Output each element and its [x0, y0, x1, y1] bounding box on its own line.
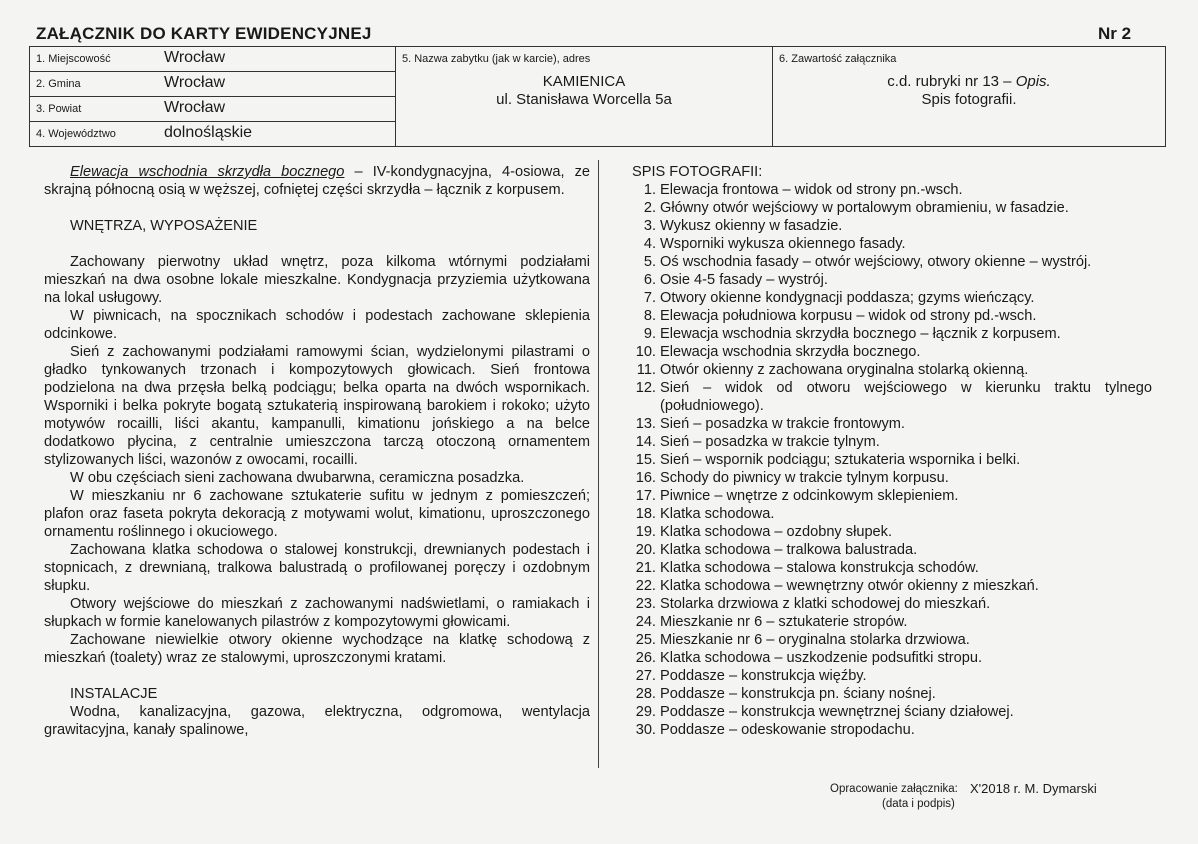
field-label: 2. Gmina	[36, 78, 81, 90]
photo-caption: Elewacja południowa korpusu – widok od strony pd.-wsch.	[660, 308, 1037, 324]
photo-caption: Piwnice – wnętrze z odcinkowym sklepieniem.	[660, 488, 959, 504]
intro-paragraph	[44, 163, 590, 199]
contents-italic: Opis.	[1015, 73, 1051, 90]
photo-list-item	[632, 361, 1152, 379]
photo-number: 19.	[635, 524, 656, 540]
footer-label: Opracowanie załącznika:	[830, 783, 958, 795]
photo-caption: Mieszkanie nr 6 – sztukaterie stropów.	[660, 614, 908, 630]
photo-number: 25.	[635, 632, 656, 648]
paragraph: Wodna, kanalizacyjna, gazowa, elektryczna, odgromowa, wentylacja grawitacyjna, kanały spalinowe,	[44, 704, 590, 738]
photo-list-item	[632, 559, 1152, 577]
photo-caption: Osie 4-5 fasady – wystrój.	[660, 272, 828, 288]
photo-list-item	[632, 271, 1152, 289]
photo-list-item	[632, 307, 1152, 325]
photo-list-item	[632, 379, 1152, 415]
photo-number: 14.	[635, 434, 656, 450]
photo-number: 3.	[643, 218, 656, 234]
header-table	[29, 46, 1166, 147]
photo-caption: Poddasze – konstrukcja pn. ściany nośnej.	[660, 686, 936, 702]
paragraph: Zachowany pierwotny układ wnętrz, poza kilkoma wtórnymi podziałami mieszkań na dwa osobne lokale mieszkalne. Kondygnacja przyziemia użytkowana na lokal usługowy.	[44, 254, 590, 306]
contents-label: 6. Zawartość załącznika	[779, 53, 897, 65]
photo-caption: Poddasze – odeskowanie stropodachu.	[660, 722, 915, 738]
photo-list-item	[632, 667, 1152, 685]
photo-list-item	[632, 721, 1152, 739]
photo-number: 21.	[635, 560, 656, 576]
photo-number: 26.	[635, 650, 656, 666]
monument-name: KAMIENICA	[542, 73, 626, 90]
photo-caption: Sień – posadzka w trakcie frontowym.	[660, 416, 905, 432]
photo-list-item	[632, 289, 1152, 307]
field-label: 3. Powiat	[36, 103, 82, 115]
paragraph: W obu częściach sieni zachowana dwubarwna, ceramiczna posadzka.	[70, 470, 525, 486]
photo-caption: Klatka schodowa – ozdobny słupek.	[660, 524, 893, 540]
field-row	[30, 47, 395, 72]
photo-caption: Otwory okienne kondygnacji poddasza; gzyms wieńczący.	[660, 290, 1035, 306]
photo-caption: Poddasze – konstrukcja więźby.	[660, 668, 867, 684]
photo-number: 16.	[635, 470, 656, 486]
description-column	[44, 163, 590, 739]
photo-caption: Główny otwór wejściowy w portalowym obramieniu, w fasadzie.	[660, 200, 1069, 216]
page-title: ZAŁĄCZNIK DO KARTY EWIDENCYJNEJ	[36, 24, 372, 43]
paragraph: Otwory wejściowe do mieszkań z zachowanymi nadświetlami, o ramiakach i słupkach w formie kanelowanych pilastrów z kompozytowymi głowicami.	[44, 596, 590, 630]
field-value: dolnośląskie	[164, 124, 253, 141]
photo-number: 13.	[635, 416, 656, 432]
photo-list-item	[632, 685, 1152, 703]
field-value: Wrocław	[164, 74, 226, 91]
photo-caption: Klatka schodowa – stalowa konstrukcja schodów.	[660, 560, 979, 576]
page-number: Nr 2	[1098, 24, 1132, 43]
field-label: 4. Województwo	[36, 128, 116, 140]
photo-number: 24.	[635, 614, 656, 630]
paragraph: W piwnicach, na spocznikach schodów i podestach zachowane sklepienia odcinkowe.	[44, 308, 590, 342]
photo-list-item	[632, 487, 1152, 505]
photo-caption: Otwór okienny z zachowana oryginalna stolarką okienną.	[660, 362, 1029, 378]
photo-caption: Elewacja wschodnia skrzydła bocznego – łącznik z korpusem.	[660, 326, 1061, 342]
photo-list-item	[632, 523, 1152, 541]
photo-list-item	[632, 595, 1152, 613]
photo-number: 30.	[635, 722, 656, 738]
photo-number: 5.	[643, 254, 656, 270]
photo-caption: Mieszkanie nr 6 – oryginalna stolarka drzwiowa.	[660, 632, 970, 648]
photo-caption: Klatka schodowa.	[660, 506, 775, 522]
photo-list-item	[632, 577, 1152, 595]
photo-number: 2.	[643, 200, 656, 216]
monument-label: 5. Nazwa zabytku (jak w karcie), adres	[402, 53, 591, 65]
photo-number: 10.	[635, 344, 656, 360]
photo-number: 18.	[635, 506, 656, 522]
photo-list-item	[632, 469, 1152, 487]
monument-address: ul. Stanisława Worcella 5a	[496, 91, 672, 108]
photo-list-column	[632, 163, 1152, 739]
photo-number: 1.	[643, 182, 656, 198]
photo-list-item	[632, 433, 1152, 451]
location-fields	[30, 47, 396, 146]
contents-line2: Spis fotografii.	[921, 91, 1017, 108]
monument-cell	[396, 47, 773, 146]
photo-caption: Klatka schodowa – uszkodzenie podsufitki stropu.	[660, 650, 983, 666]
photo-list-item	[632, 253, 1152, 271]
photo-list-item	[632, 613, 1152, 631]
photo-caption: Elewacja wschodnia skrzydła bocznego.	[660, 344, 921, 360]
field-row	[30, 72, 395, 97]
paragraph: Sień z zachowanymi podziałami ramowymi ścian, wydzielonymi pilastrami o gładko tynkowanych trzonach i kompozytowych głowicach. Sień frontowa podzielona na dwa przęsła belką podciągu; belka oparta na dwóch wspornikach. Wsporniki i belka pokryte bogatą sztukaterią inspirowaną barokiem i rokoko; użyto motywów rocailli, liści akantu, kampanulli, kimationu jońskiego a na belce dodatkowo płycina, z centralnie umieszczona tarczą otoczoną ornamentem stylizowanych liści, wazonów z owocami, rocailli.	[44, 344, 590, 468]
photo-list-item	[632, 181, 1152, 199]
photo-list-item	[632, 505, 1152, 523]
contents-cell	[773, 47, 1165, 146]
footer	[830, 781, 1097, 810]
field-row	[30, 122, 395, 147]
intro-rest: – IV-kondygnacyjna, 4-osiowa, ze skrajną północną osią w węższej, cofniętej części skrzydła – łącznik z korpusem.	[44, 164, 590, 198]
photo-number: 6.	[643, 272, 656, 288]
photo-number: 22.	[635, 578, 656, 594]
paragraph: Zachowane niewielkie otwory okienne wychodzące na klatkę schodową z mieszkań (toalety) wraz ze stalowymi, uproszczonymi kratami.	[44, 632, 590, 666]
contents-prefix: c.d. rubryki nr 13 –	[887, 73, 1016, 90]
photo-caption: Sień – widok od otworu wejściowego w kierunku traktu tylnego (południowego).	[660, 380, 1152, 414]
photo-list-title: SPIS FOTOGRAFII:	[632, 164, 763, 180]
photo-list-item	[632, 631, 1152, 649]
photo-number: 20.	[635, 542, 656, 558]
field-value: Wrocław	[164, 99, 226, 116]
photo-list-item	[632, 415, 1152, 433]
photo-caption: Wsporniki wykusza okiennego fasady.	[660, 236, 906, 252]
footer-signature: X'2018 r. M. Dymarski	[970, 781, 1097, 796]
section-heading: INSTALACJE	[70, 686, 158, 702]
photo-list-item	[632, 649, 1152, 667]
photo-list-item	[632, 343, 1152, 361]
field-label: 1. Miejscowość	[36, 53, 111, 65]
photo-list-item	[632, 217, 1152, 235]
photo-number: 9.	[643, 326, 656, 342]
photo-caption: Oś wschodnia fasady – otwór wejściowy, otwory okienne – wystrój.	[660, 254, 1092, 270]
contents-line1	[773, 73, 1165, 91]
paragraph: W mieszkaniu nr 6 zachowane sztukaterie sufitu w jednym z pomieszczeń; plafon oraz faseta pokryta dekoracją z motywami wolut, kimationu, uproszczonego ornamentu roślinnego i okuciowego.	[44, 488, 590, 540]
footer-sub: (data i podpis)	[882, 798, 955, 810]
section-heading: WNĘTRZA, WYPOSAŻENIE	[70, 218, 258, 234]
photo-number: 7.	[643, 290, 656, 306]
field-row	[30, 97, 395, 122]
photo-number: 12.	[635, 380, 656, 396]
intro-underlined: Elewacja wschodnia skrzydła bocznego	[70, 164, 345, 180]
photo-caption: Schody do piwnicy w trakcie tylnym korpusu.	[660, 470, 949, 486]
photo-number: 4.	[643, 236, 656, 252]
photo-list-item	[632, 541, 1152, 559]
paragraph: Zachowana klatka schodowa o stalowej konstrukcji, drewnianych podestach i stopnicach, z drewnianą, tralkowa balustradą o profilowanej poręczy i ozdobnym słupku.	[44, 542, 590, 594]
photo-number: 11.	[636, 362, 656, 378]
photo-caption: Sień – wspornik podciągu; sztukateria wspornika i belki.	[660, 452, 1021, 468]
photo-list-item	[632, 325, 1152, 343]
field-value: Wrocław	[164, 49, 226, 66]
photo-number: 15.	[635, 452, 656, 468]
photo-caption: Sień – posadzka w trakcie tylnym.	[660, 434, 880, 450]
photo-caption: Wykusz okienny w fasadzie.	[660, 218, 843, 234]
photo-list-item	[632, 199, 1152, 217]
photo-caption: Klatka schodowa – wewnętrzny otwór okienny z mieszkań.	[660, 578, 1039, 594]
photo-number: 29.	[635, 704, 656, 720]
photo-list	[632, 181, 1152, 739]
photo-number: 27.	[635, 668, 656, 684]
photo-caption: Elewacja frontowa – widok od strony pn.-wsch.	[660, 182, 963, 198]
photo-caption: Poddasze – konstrukcja wewnętrznej ściany działowej.	[660, 704, 1014, 720]
photo-number: 28.	[635, 686, 656, 702]
column-divider	[598, 160, 599, 768]
photo-list-item	[632, 235, 1152, 253]
photo-list-item	[632, 703, 1152, 721]
photo-caption: Stolarka drzwiowa z klatki schodowej do mieszkań.	[660, 596, 991, 612]
photo-number: 8.	[643, 308, 656, 324]
photo-list-item	[632, 451, 1152, 469]
photo-number: 17.	[635, 488, 656, 504]
photo-caption: Klatka schodowa – tralkowa balustrada.	[660, 542, 918, 558]
photo-number: 23.	[635, 596, 656, 612]
